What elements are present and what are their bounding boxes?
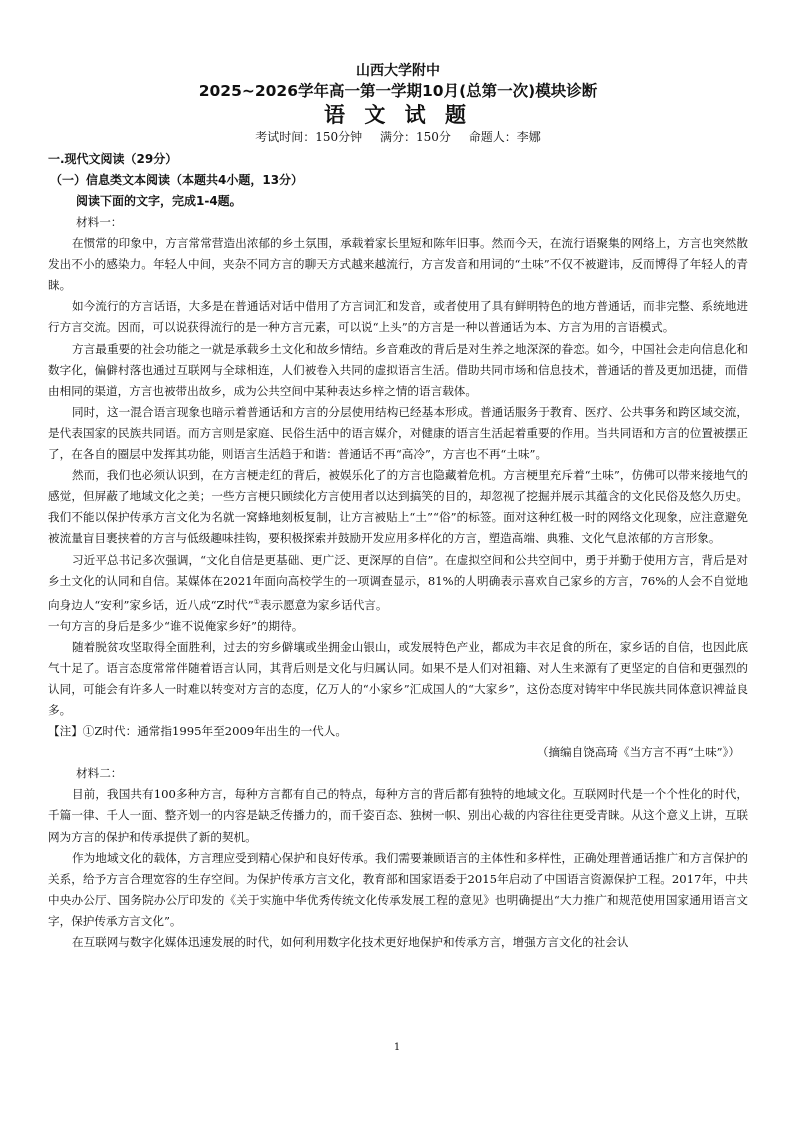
paragraph: 如今流行的方言话语，大多是在普通话对话中借用了方言词汇和发音，或者使用了具有鲜明特色的地方普通话，而非完整、系统地进行方言交流。因而，可以说获得流行的是一种方言元素，可以说“上头”的方言是一种以普通话为本、方言为用的言语模式。 [48,299,748,335]
section-heading: 一.现代文阅读（29分） [48,152,178,166]
paragraph: 方言最重要的社会功能之一就是承载乡土文化和故乡情结。乡音难改的背后是对生养之地深深的眷恋。如今，中国社会走向信息化和数字化，偏僻村落也通过互联网与全球相连，人们被卷入共同的虚拟语言生活。借助共同市场和信息技术，普通话的普及更加迅捷，而借由相同的渠道，方言也被带出故乡，成为公共空间中某种表达乡梓之情的语言载体。 [48,341,748,398]
subsection-heading: （一）信息类文本阅读（本题共4小题，13分） [50,173,304,187]
paragraph: 目前，我国共有100多种方言，每种方言都有自己的特点，每种方言的背后都有独特的地域文化。互联网时代是一个个性化的时代，千篇一律、千人一面、整齐划一的内容是缺乏传播力的，而千姿百态、独树一帜、别出心裁的内容往往更受青睐。从这个意义上讲，互联网为方言的保护和传承提供了新的契机。 [48,787,748,844]
footnote-mark: ① [253,597,260,606]
paragraph: 同时，这一混合语言现象也暗示着普通话和方言的分层使用结构已经基本形成。普通话服务于教育、医疗、公共事务和跨区域交流，是代表国家的民族共同语。而方言则是家庭、民俗生活中的语言媒介，对健康的语言生活起着重要的作用。当共同语和方言的位置被摆正了，在各自的圈层中发挥其功能，则语言生活趋于和谐：普通话不再“高冷”，方言也不再“土味”。 [48,404,748,462]
author: 命题人：李娜 [468,130,541,144]
school-name: 山西大学附中 [356,63,440,79]
material-1-label: 材料一： [76,215,123,229]
subject-title: 语 文 试 题 [324,103,472,127]
paragraph: 然而，我们也必须认识到，在方言梗走红的背后，被娱乐化了的方言也隐藏着危机。方言梗里充斥着“土味”，仿佛可以带来接地气的感觉，但屏蔽了地域文化之美；一些方言梗只顾续化方言使用者以达到搞笑的目的，却忽视了挖掘并展示其蕴含的文化民俗及悠久历史。我们不能以保护传承方言文化为名就一窝蜂地刻板复制，让方言被贴上“土”“俗”的标签。面对这种红极一时的网络文化现象，应注意避免被流量盲目裹挟着的方言与低级趣味挂钩，要积极探索并鼓励开发应用多样化的方言，塑造高端、典雅、文化气息浓郁的方言形象。 [48,468,748,546]
paragraph: 在惯常的印象中，方言常常营造出浓郁的乡土氛围，承载着家长里短和陈年旧事。然而今天，在流行语聚集的网络上，方言也突然散发出不小的感染力。年轻人中间，夹杂不同方言的聊天方式越来越流行，方言发音和用词的“土味”不仅不被避讳，反而博得了年轻人的青睐。 [48,236,748,293]
paragraph-tail: 表示愿意为家乡话代言。 [259,597,388,612]
paragraph: 一句方言的身后是多少“谁不说俺家乡好”的期待。 [48,618,304,633]
page-number: 1 [393,1042,401,1053]
paragraph: 作为地域文化的载体，方言理应受到精心保护和良好传承。我们需要兼顾语言的主体性和多样性，正确处理普通话推广和方言保护的关系，给予方言合理宽容的生存空间。为保护传承方言文化，教育部和国家语委于2015年启动了中国语言资源保护工程。2017年，中共中央办公厅、国务院办公厅印发的《关于实施中华优秀传统文化传承发展工程的意见》也明确提出“大力推广和规范使用国家通用语言文字，保护传承方言文化”。 [48,850,748,928]
exam-title: 2025~2026学年高一第一学期10月(总第一次)模块诊断 [198,82,598,100]
paragraph: 在互联网与数字化媒体迅速发展的时代，如何利用数字化技术更好地保护和传承方言，增强方言文化的社会认 [72,935,629,950]
exam-info [48,128,748,147]
footnote: 【注】①Z时代：通常指1995年至2009年出生的一代人。 [48,724,347,739]
paragraph-text: 习近平总书记多次强调，“文化自信是更基础、更广泛、更深厚的自信”。在虚拟空间和公共空间中，勇于并勤于使用方言，背后是对乡土文化的认同和自信。某媒体在2021年面向高校学生的一项调查显示，81%的人明确表示喜欢自己家乡的方言，76%的人会不自觉地向身边人“安利”家乡话，近八成“Z时代” [48,552,748,612]
reading-instruction: 阅读下面的文字，完成1-4题。 [76,194,242,208]
material-2-label: 材料二： [76,766,123,781]
full-score: 满分：150分 [379,130,451,144]
exam-time: 考试时间：150分钟 [255,130,363,144]
source-citation: （摘编自饶高琦《当方言不再“土味”》） [536,745,740,760]
paragraph [48,550,748,616]
paragraph: 随着脱贫攻坚取得全面胜利，过去的穷乡僻壤或坐拥金山银山，或发展特色产业，都成为丰衣足食的所在，家乡话的自信，也因此底气十足了。语言态度常常伴随着语言认同，其背后则是文化与归属认同。如果不是人们对祖籍、对人生来源有了更坚定的自信和更强烈的认同，可能会有许多人一时难以转变对方言的态度，亿万人的“小家乡”汇成国人的“大家乡”，这份态度对铸牢中华民族共同体意识裨益良多。 [48,639,748,718]
